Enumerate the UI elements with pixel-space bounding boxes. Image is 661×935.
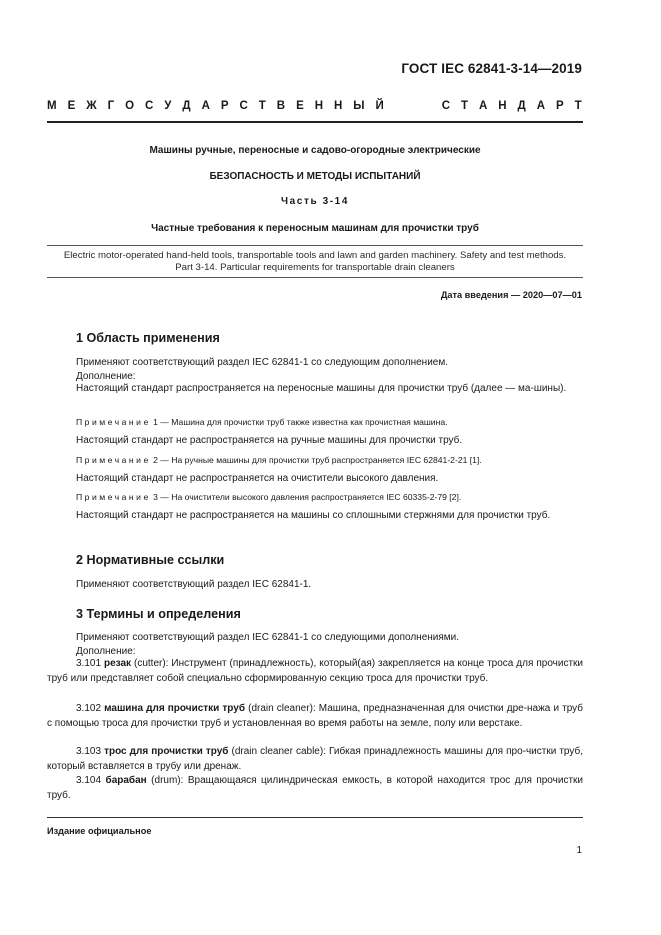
note-label: Примечание (76, 492, 151, 502)
banner-gap (395, 100, 431, 112)
section-2-paragraph: Применяют соответствующий раздел IEC 62841-1. (76, 579, 312, 590)
banner-letter: У (164, 100, 172, 112)
banner-letter: Ж (86, 100, 97, 112)
definition-number: 3.102 (76, 703, 102, 714)
banner-letter: Т (258, 100, 266, 112)
document-code: ГОСТ IEC 62841-3-14—2019 (401, 61, 582, 76)
definition-number: 3.103 (76, 746, 102, 757)
banner-letter: С (441, 100, 451, 112)
title-line-2: БЕЗОПАСНОСТЬ И МЕТОДЫ ИСПЫТАНИЙ (209, 171, 421, 182)
header-rule (47, 121, 583, 123)
banner-letter: Н (314, 100, 324, 112)
english-title-line-2: Part 3-14. Particular requirements for transportable drain cleaners (175, 262, 455, 273)
banner-letter: Е (296, 100, 304, 112)
title-line-4: Частные требования к переносным машинам для прочистки труб (151, 223, 479, 234)
note-3 (76, 491, 583, 503)
banner-letter: О (125, 100, 135, 112)
definition-3-102 (47, 702, 583, 731)
section-3-paragraph: Дополнение: (76, 646, 136, 657)
introduction-date: Дата введения — 2020—07—01 (440, 290, 582, 300)
banner-letter: Д (517, 100, 526, 112)
section-1-paragraph: Настоящий стандарт не распространяется на очистители высокого давления. (76, 473, 439, 484)
definition-3-101 (47, 657, 583, 686)
title-line-1: Машины ручные, переносные и садово-огородные электрические (149, 145, 481, 156)
note-2 (76, 454, 583, 466)
definition-text: (cutter): Инструмент (принадлежность), который(ая) закрепляется на конце троса для прочистки труб или представляет собой специально сформированную секцию троса для прочистки труб. (47, 658, 583, 684)
interstate-standard-banner (47, 100, 582, 112)
definition-term: трос для прочистки труб (104, 746, 229, 757)
banner-letter: Н (498, 100, 507, 112)
definition-term: барабан (105, 775, 147, 786)
section-1-paragraph: Настоящий стандарт распространяется на переносные машины для прочистки труб (далее — ма-шины). (76, 383, 567, 394)
section-1-paragraph: Дополнение: (76, 371, 136, 382)
banner-letter: А (536, 100, 546, 112)
english-title (47, 250, 583, 274)
note-label: Примечание (76, 417, 151, 427)
banner-letter: С (145, 100, 154, 112)
banner-letter: Г (107, 100, 115, 112)
definition-text: (drum): Вращающаяся цилиндрическая емкость, в которой находится трос для прочистки труб. (47, 775, 583, 801)
note-label: Примечание (76, 455, 151, 465)
banner-letter: Р (220, 100, 229, 112)
section-1-paragraph: Настоящий стандарт не распространяется на ручные машины для прочистки труб. (76, 435, 463, 446)
banner-letter: А (478, 100, 488, 112)
page-number: 1 (576, 845, 582, 856)
title-rule-bottom (47, 277, 583, 278)
definition-3-104 (47, 774, 583, 803)
banner-letter: Д (182, 100, 191, 112)
note-1 (76, 416, 583, 428)
banner-letter: Р (556, 100, 564, 112)
section-2-heading: 2 Нормативные ссылки (76, 553, 225, 567)
definition-term: машина для прочистки труб (104, 703, 246, 714)
official-edition-label: Издание официальное (47, 826, 152, 836)
banner-letter: А (201, 100, 210, 112)
banner-letter: Ы (353, 100, 365, 112)
definition-text: (drain cleaner cable): Гибкая принадлежность машины для про-чистки труб, который вставляется в трубу или дренаж. (47, 746, 583, 772)
definition-term: резак (103, 658, 132, 669)
note-text: 3 — На очистители высокого давления распространяется IEC 60335-2-79 [2]. (153, 492, 462, 502)
section-1-heading: 1 Область применения (76, 331, 220, 345)
banner-letter: Й (375, 100, 384, 112)
banner-letter: Т (574, 100, 582, 112)
note-text: 2 — На ручные машины для прочистки труб распространяется IEC 62841-2-21 [1]. (153, 455, 482, 465)
banner-letter: Т (460, 100, 469, 112)
definition-3-103 (47, 745, 583, 774)
definition-number: 3.104 (76, 775, 102, 786)
definition-number: 3.101 (76, 658, 102, 669)
banner-letter: Н (333, 100, 343, 112)
title-rule-top (47, 245, 583, 246)
title-part: Часть 3-14 (281, 196, 349, 207)
english-title-line-1: Electric motor-operated hand-held tools, transportable tools and lawn and garden machinery. Safety and test methods. (63, 250, 567, 261)
banner-letter: М (47, 100, 57, 112)
definition-text: (drain cleaner): Машина, предназначенная для очистки дре-нажа и труб с помощью троса для прочистки труб и установленная во время работы на земле, полу или верстаке. (47, 703, 583, 729)
footer-rule (47, 817, 583, 818)
section-1-paragraph: Применяют соответствующий раздел IEC 62841-1 со следующим дополнением. (76, 357, 448, 368)
section-3-paragraph: Применяют соответствующий раздел IEC 62841-1 со следующими дополнениями. (76, 632, 460, 643)
section-3-heading: 3 Термины и определения (76, 607, 241, 621)
banner-letter: В (276, 100, 286, 112)
section-1-paragraph: Настоящий стандарт не распространяется на машины со сплошными стержнями для прочистки труб. (76, 510, 551, 521)
banner-letter: С (239, 100, 248, 112)
banner-letter: Е (67, 100, 76, 112)
note-text: 1 — Машина для прочистки труб также известна как прочистная машина. (153, 417, 448, 427)
